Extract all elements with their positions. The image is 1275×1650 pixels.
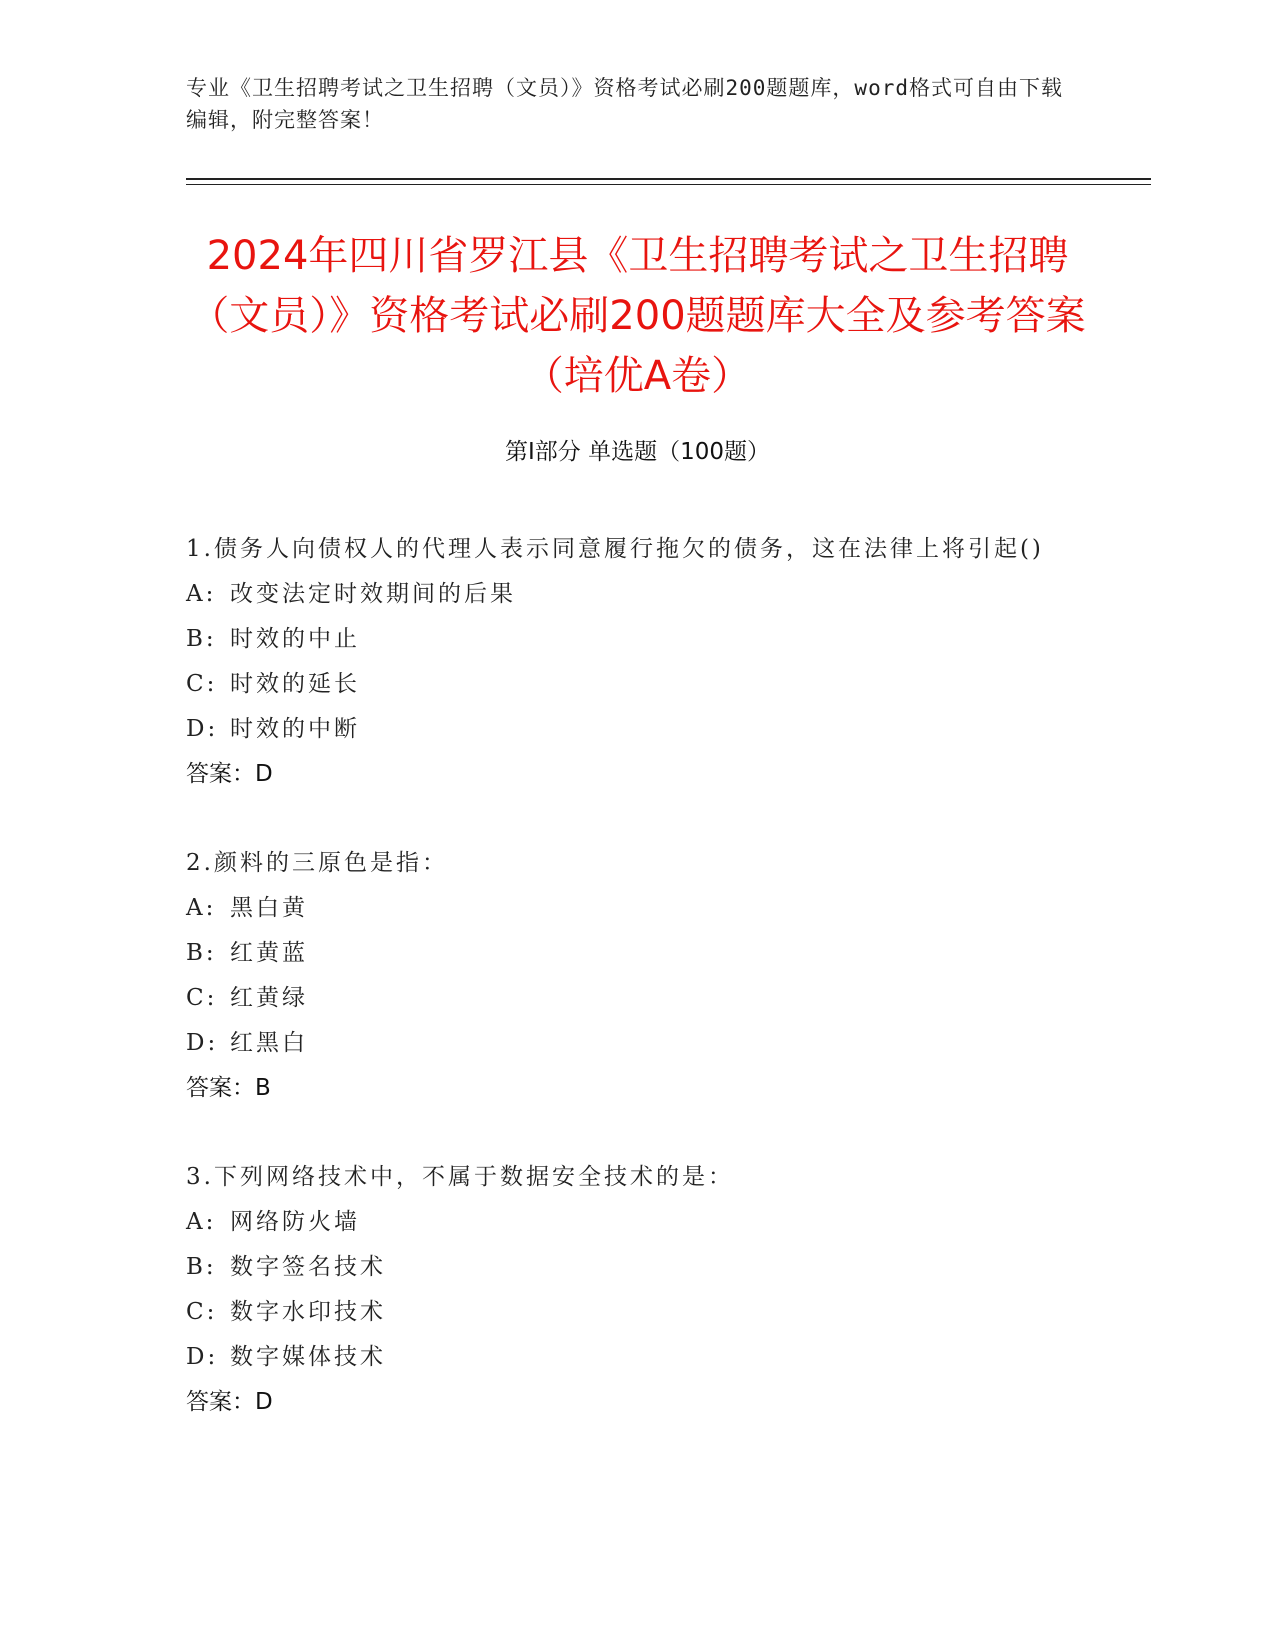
question-3 — [186, 1155, 1076, 1425]
question-list — [186, 527, 1076, 1469]
option-a — [186, 572, 1076, 617]
option-key: B: — [186, 940, 217, 966]
option-key: B: — [186, 626, 217, 652]
option-text: 时效的中断 — [230, 716, 360, 742]
option-c — [186, 1290, 1076, 1335]
option-text: 黑白黄 — [230, 895, 308, 921]
option-text: 数字水印技术 — [230, 1299, 386, 1325]
header-note: 专业《卫生招聘考试之卫生招聘（文员）》资格考试必刷200题题库，word格式可自由下载编辑，附完整答案！ — [186, 76, 1063, 132]
question-2 — [186, 841, 1076, 1111]
option-d — [186, 707, 1076, 752]
option-text: 改变法定时效期间的后果 — [230, 581, 516, 607]
option-key: D: — [186, 716, 219, 742]
option-key: A: — [186, 895, 217, 921]
document-title: 2024年四川省罗江县《卫生招聘考试之卫生招聘（文员）》资格考试必刷200题题库大全及参考答案（培优A卷） — [189, 233, 1086, 399]
option-key: D: — [186, 1030, 219, 1056]
answer-line: 答案：B — [186, 1075, 271, 1101]
section-title: 第Ⅰ部分 单选题（100题） — [505, 439, 770, 465]
option-key: C: — [186, 671, 218, 697]
question-stem: 2.颜料的三原色是指： — [186, 850, 448, 876]
option-c — [186, 662, 1076, 707]
option-d — [186, 1021, 1076, 1066]
option-key: C: — [186, 985, 218, 1011]
option-text: 红黄绿 — [230, 985, 308, 1011]
option-text: 红黑白 — [230, 1030, 308, 1056]
option-text: 数字媒体技术 — [230, 1344, 386, 1370]
option-b — [186, 617, 1076, 662]
question-stem: 3.下列网络技术中，不属于数据安全技术的是： — [186, 1164, 734, 1190]
option-key: C: — [186, 1299, 218, 1325]
option-b — [186, 931, 1076, 976]
option-d — [186, 1335, 1076, 1380]
option-a — [186, 1200, 1076, 1245]
option-c — [186, 976, 1076, 1021]
option-text: 红黄蓝 — [230, 940, 308, 966]
option-text: 时效的延长 — [230, 671, 360, 697]
option-key: A: — [186, 1209, 217, 1235]
option-key: A: — [186, 581, 217, 607]
option-text: 数字签名技术 — [230, 1254, 386, 1280]
header-rule-thick — [186, 178, 1151, 180]
option-text: 网络防火墙 — [230, 1209, 360, 1235]
option-text: 时效的中止 — [230, 626, 360, 652]
header-rule-thin — [186, 184, 1151, 185]
question-stem: 1.债务人向债权人的代理人表示同意履行拖欠的债务，这在法律上将引起() — [186, 536, 1044, 562]
option-key: D: — [186, 1344, 219, 1370]
option-key: B: — [186, 1254, 217, 1280]
answer-line: 答案：D — [186, 1389, 273, 1415]
option-a — [186, 886, 1076, 931]
option-b — [186, 1245, 1076, 1290]
question-1 — [186, 527, 1076, 797]
answer-line: 答案：D — [186, 761, 273, 787]
